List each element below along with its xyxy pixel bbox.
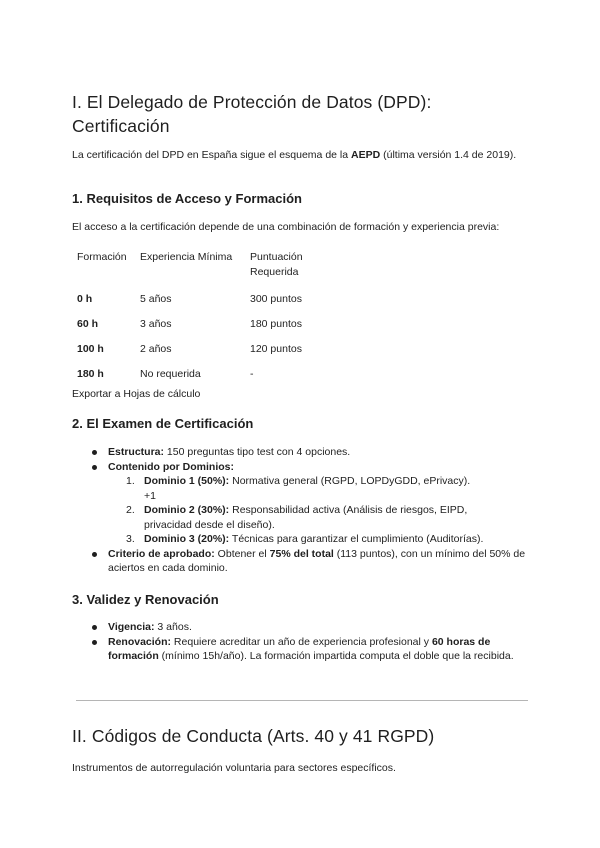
list-item: Renovación: Requiere acreditar un año de experiencia profesional y 60 horas de formación (mínimo 15h/año). La formación impartida computa el doble que la recibida. xyxy=(72,635,528,664)
subsection-1-heading: 1. Requisitos de Acceso y Formación xyxy=(72,191,302,206)
list-item: Estructura: 150 preguntas tipo test con 4 opciones. xyxy=(72,445,528,460)
exam-list xyxy=(72,445,528,576)
table-cell: 5 años xyxy=(140,293,172,305)
section-2-title: II. Códigos de Conducta (Arts. 40 y 41 RGPD) xyxy=(72,726,435,746)
table-cell: - xyxy=(250,368,254,380)
aepd-bold: AEPD xyxy=(351,149,381,161)
subsection-2-heading: 2. El Examen de Certificación xyxy=(72,416,254,431)
table-cell: 120 puntos xyxy=(250,343,302,355)
table-header-formacion: Formación xyxy=(77,251,127,263)
table-header-puntuacion: Puntuación Requerida xyxy=(250,251,303,278)
table-cell: 60 h xyxy=(77,318,99,330)
validity-list xyxy=(72,620,528,664)
list-item: Contenido por Dominios: 1. Dominio 1 (50%): Normativa general (RGPD, LOPDyGDD, ePrivacy). +1 2. Dominio 2 (30%): Responsabilidad activa (Análisis de riesgos, EIPD, privacidad desde el diseño). 3. Dominio 3 (20%): Técnicas para garantizar el cumplimiento (Auditorías). xyxy=(72,460,528,547)
list-item: 1. Dominio 1 (50%): Normativa general (RGPD, LOPDyGDD, ePrivacy). +1 xyxy=(126,475,471,502)
export-to-sheets-link[interactable]: Exportar a Hojas de cálculo xyxy=(72,388,201,400)
table-header-experiencia: Experiencia Mínima xyxy=(140,251,233,263)
list-item: 3. Dominio 3 (20%): Técnicas para garantizar el cumplimiento (Auditorías). xyxy=(126,533,484,545)
table-cell: 2 años xyxy=(140,343,172,355)
section-2-text: Instrumentos de autorregulación voluntaria para sectores específicos. xyxy=(72,762,396,774)
list-item: Criterio de aprobado: Obtener el 75% del total (113 puntos), con un mínimo del 50% de aciertos en cada dominio. xyxy=(72,547,528,576)
table-cell: 100 h xyxy=(77,343,104,355)
subsection-1-text: El acceso a la certificación depende de una combinación de formación y experiencia previa: xyxy=(72,221,500,233)
section-1-intro: La certificación del DPD en España sigue el esquema de la AEPD (última versión 1.4 de 2019). xyxy=(72,149,517,161)
table-cell: 180 h xyxy=(77,368,104,380)
table-cell: No requerida xyxy=(140,368,201,380)
domains-list xyxy=(108,474,528,547)
table-cell: 0 h xyxy=(77,293,93,305)
list-item: Vigencia: 3 años. xyxy=(72,620,528,635)
table-cell: 180 puntos xyxy=(250,318,302,330)
table-cell: 300 puntos xyxy=(250,293,302,305)
list-item: 2. Dominio 2 (30%): Responsabilidad activa (Análisis de riesgos, EIPD, privacidad desde el diseño). xyxy=(126,504,468,531)
subsection-3-heading: 3. Validez y Renovación xyxy=(72,592,219,607)
section-divider xyxy=(76,700,528,701)
table-cell: 3 años xyxy=(140,318,172,330)
section-1-title: I. El Delegado de Protección de Datos (DPD): Certificación xyxy=(72,92,432,136)
